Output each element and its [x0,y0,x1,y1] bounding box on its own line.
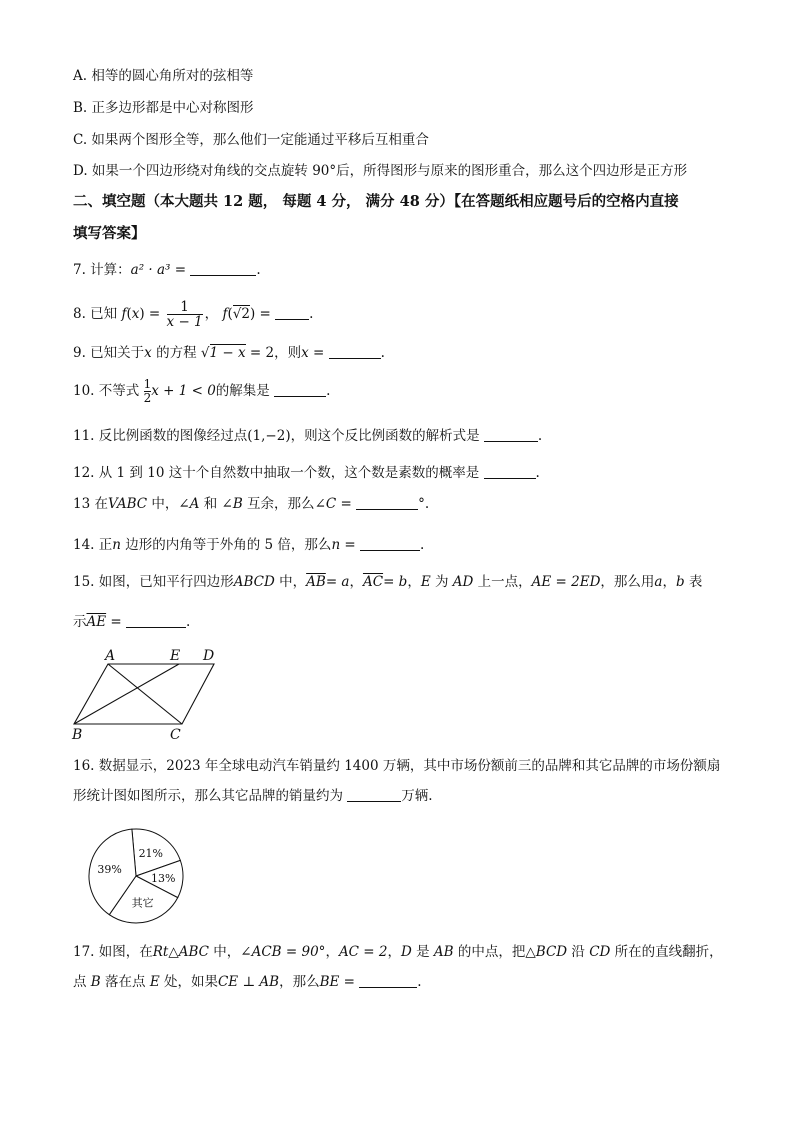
option-c: C. 如果两个图形全等，那么他们一定能通过平移后互相重合 [73,132,429,148]
pie-chart [82,826,190,926]
label-b: B [72,727,83,742]
vector-ab: $\overline{AB}$ [306,574,326,590]
question-15-cont: 示$\overline{AE}$ = . [73,614,191,630]
question-12: 12. 从 1 到 10 这十个自然数中抽取一个数，这个数是素数的概率是 . [73,465,540,481]
question-16-cont: 形统计图如图所示，那么其它品牌的销量约为 万辆. [73,788,433,804]
q7-answer-blank[interactable] [190,261,256,276]
label-d: D [203,648,215,664]
q8-answer-blank[interactable] [275,305,309,320]
q13-answer-blank[interactable] [356,495,418,510]
vector-ae: $\overline{AE}$ [86,614,107,630]
question-17: 17. 如图，在Rt△ABC 中，∠ACB = 90°，AC = 2，D 是 AB 的中点，把△BCD 沿 CD 所在的直线翻折， [73,944,723,960]
label-e: E [170,648,181,664]
q11-answer-blank[interactable] [484,427,538,442]
question-13: 13 在VABC 中，∠A 和 ∠B 互余，那么∠C = °. [73,496,430,512]
section-heading: 二、填空题（本大题共 12 题， 每题 4 分， 满分 48 分）【在答题纸相应题号后的空格内直接 [73,193,679,210]
q15-answer-blank[interactable] [126,613,186,628]
q16-answer-blank[interactable] [347,787,401,802]
question-15: 15. 如图，已知平行四边形ABCD 中，$\overline{AB}= a$，$\overline{AC}= b$，E 为 AD 上一点，AE = 2ED，那么用a，b 表 [73,574,703,590]
label-c: C [170,727,181,742]
question-7: 7. 计算：a² · a³ = . [73,262,261,278]
section-heading-cont: 填写答案】 [73,225,146,242]
q7-text: 7. 计算： [73,262,131,278]
pie-label: 39% [97,863,122,876]
pie-label: 21% [138,847,164,861]
q10-answer-blank[interactable] [274,382,326,397]
pie-label: 其它 [131,896,154,910]
q7-expr: a² · a³ = [130,262,187,278]
question-11: 11. 反比例函数的图像经过点(1,−2)，则这个反比例函数的解析式是 . [73,428,543,444]
vector-ac: $\overline{AC}$ [362,574,384,590]
question-8: 8. 已知 f(x) = $\frac{1}{x - 1}$ ， f(√2) = . [73,299,314,330]
question-16: 16. 数据显示，2023 年全球电动汽车销量约 1400 万辆，其中市场份额前三的品牌和其它品牌的市场份额扇 [73,758,721,774]
option-b: B. 正多边形都是中心对称图形 [73,100,254,116]
question-10: 10. 不等式 $\frac{1}{2}$ x + 1 < 0的解集是 . [73,377,331,405]
q17-answer-blank[interactable] [359,973,417,988]
q14-answer-blank[interactable] [360,536,420,551]
q8-fraction: $\frac{1}{x - 1}$ [166,299,203,330]
q12-answer-blank[interactable] [484,464,536,479]
parallelogram-figure [64,644,224,742]
pie-label: 13% [150,871,176,885]
q10-fraction: $\frac{1}{2}$ [143,377,152,405]
q9-radicand: 1 − x [209,345,246,361]
option-a: A. 相等的圆心角所对的弦相等 [73,68,254,84]
label-a: A [105,648,116,664]
question-17-cont: 点 B 落在点 E 处，如果CE ⊥ AB，那么BE = . [73,974,422,990]
segment-be [74,664,179,724]
q9-answer-blank[interactable] [329,344,381,359]
parallelogram-outline [74,664,214,724]
question-14: 14. 正n 边形的内角等于外角的 5 倍，那么n = . [73,537,425,553]
option-d: D. 如果一个四边形绕对角线的交点旋转 90°后，所得图形与原来的图形重合，那么这个四边形是正方形 [73,163,688,179]
question-9: 9. 已知关于x 的方程 √1 − x = 2，则x = . [73,345,385,361]
diagonal-ac [108,664,182,724]
